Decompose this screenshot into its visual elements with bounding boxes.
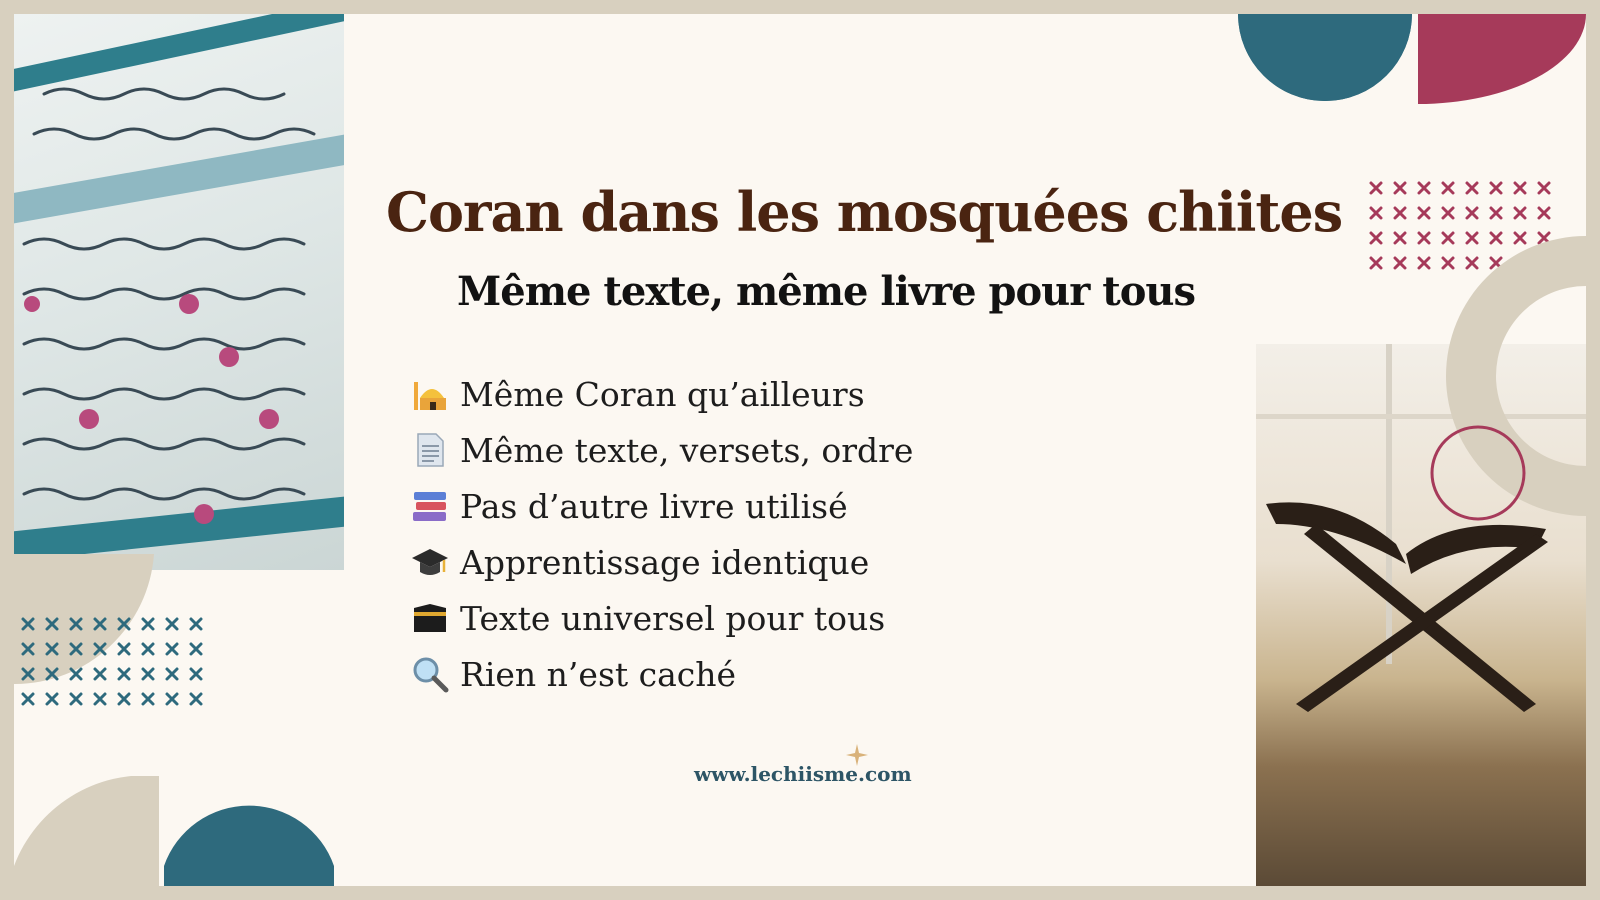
page-title: Coran dans les mosquées chiites <box>386 180 1343 244</box>
kaaba-icon <box>410 598 450 638</box>
slide-canvas <box>14 14 1586 886</box>
list-item <box>410 534 913 590</box>
graduation-cap-icon <box>410 542 450 582</box>
list-item <box>410 590 913 646</box>
document-icon <box>410 430 450 470</box>
books-icon <box>410 486 450 526</box>
feature-label: Apprentissage identique <box>460 542 870 582</box>
list-item <box>410 366 913 422</box>
quran-page-photo <box>14 14 344 570</box>
cross-pattern-teal <box>18 614 208 714</box>
page-subtitle: Même texte, même livre pour tous <box>456 268 1196 315</box>
magnifying-glass-icon <box>410 654 450 694</box>
feature-label: Rien n’est caché <box>460 654 737 694</box>
feature-label: Pas d’autre livre utilisé <box>460 486 848 526</box>
decorative-shapes-top <box>1238 14 1586 114</box>
list-item <box>410 646 913 702</box>
list-item <box>410 422 913 478</box>
mosque-icon <box>410 374 450 414</box>
list-item <box>410 478 913 534</box>
feature-label: Même Coran qu’ailleurs <box>460 374 865 414</box>
website-url: www.lechiisme.com <box>694 762 912 786</box>
feature-label: Texte universel pour tous <box>460 598 886 638</box>
feature-list <box>410 366 913 702</box>
feature-label: Même texte, versets, ordre <box>460 430 914 470</box>
decorative-shapes-bottom <box>14 776 344 886</box>
decorative-arc-right <box>1426 236 1586 556</box>
